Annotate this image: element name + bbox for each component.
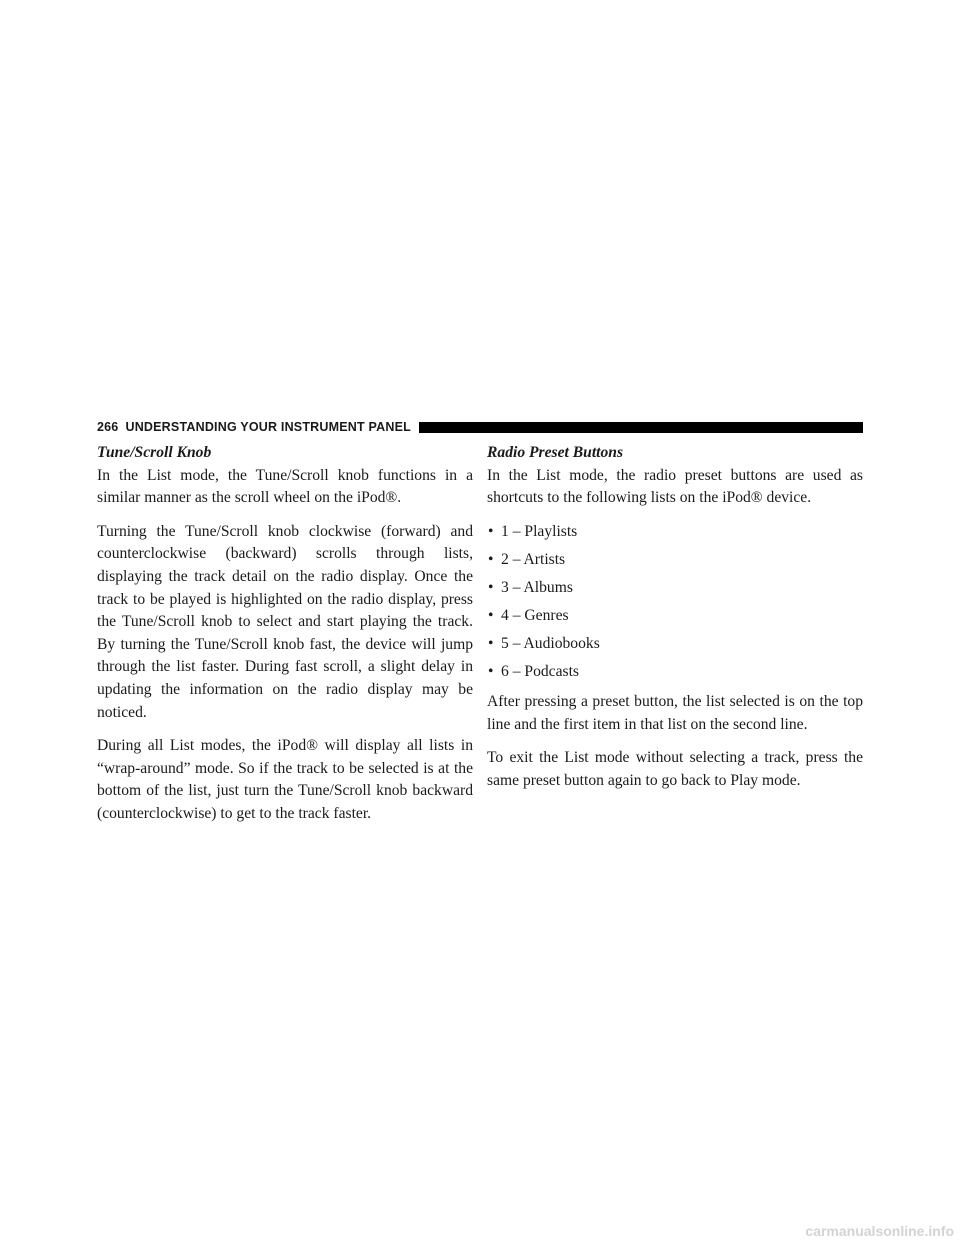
paragraph: To exit the List mode without selecting a track, press the same preset button again to go back to Play mode. [487, 749, 863, 790]
bullet-icon: • [488, 550, 494, 568]
preset-list [487, 521, 863, 684]
list-item-text: 1 – Playlists [501, 522, 578, 540]
radio-preset-buttons-heading: Radio Preset Buttons [487, 444, 624, 461]
list-item [487, 577, 863, 600]
list-item [487, 633, 863, 656]
bullet-icon: • [488, 662, 494, 680]
right-column [487, 442, 863, 793]
paragraph: During all List modes, the iPod® will display all lists in “wrap-around” mode. So if the track to be selected is at the bottom of the list, just turn the Tune/Scroll knob backward (counterclockwise) to get to the track faster. [97, 737, 473, 822]
list-item-text: 6 – Podcasts [501, 662, 579, 680]
watermark: carmanualsonline.info [805, 1223, 954, 1239]
paragraph: In the List mode, the radio preset buttons are used as shortcuts to the following lists on the iPod® device. [487, 466, 863, 507]
list-item-text: 4 – Genres [501, 606, 569, 624]
list-item [487, 521, 863, 544]
paragraph: After pressing a preset button, the list selected is on the top line and the first item in that list on the second line. [487, 693, 863, 733]
paragraph: Turning the Tune/Scroll knob clockwise (forward) and counterclockwise (backward) scrolls through lists, displaying the track detail on the radio display. Once the track to be played is highlighted on the radio display, press the Tune/Scroll knob to select and start playing the track. By turning the Tune/Scroll knob fast, the device will jump through the list faster. During fast scroll, a slight delay in updating the information on the radio display may be noticed. [97, 522, 473, 721]
bullet-icon: • [488, 634, 494, 652]
list-item [487, 661, 863, 684]
bullet-icon: • [488, 578, 494, 596]
header-rule [419, 422, 863, 433]
list-item [487, 605, 863, 628]
left-column [97, 442, 473, 826]
list-item [487, 549, 863, 572]
section-title: UNDERSTANDING YOUR INSTRUMENT PANEL [125, 420, 411, 434]
page-header [97, 419, 863, 435]
paragraph: In the List mode, the Tune/Scroll knob functions in a similar manner as the scroll wheel on the iPod®. [97, 466, 473, 507]
bullet-icon: • [488, 606, 494, 624]
tune-scroll-knob-heading: Tune/Scroll Knob [97, 444, 212, 461]
page-number: 266 [97, 420, 119, 434]
list-item-text: 5 – Audiobooks [501, 634, 600, 652]
bullet-icon: • [488, 522, 494, 540]
list-item-text: 2 – Artists [501, 550, 566, 568]
list-item-text: 3 – Albums [501, 578, 573, 596]
